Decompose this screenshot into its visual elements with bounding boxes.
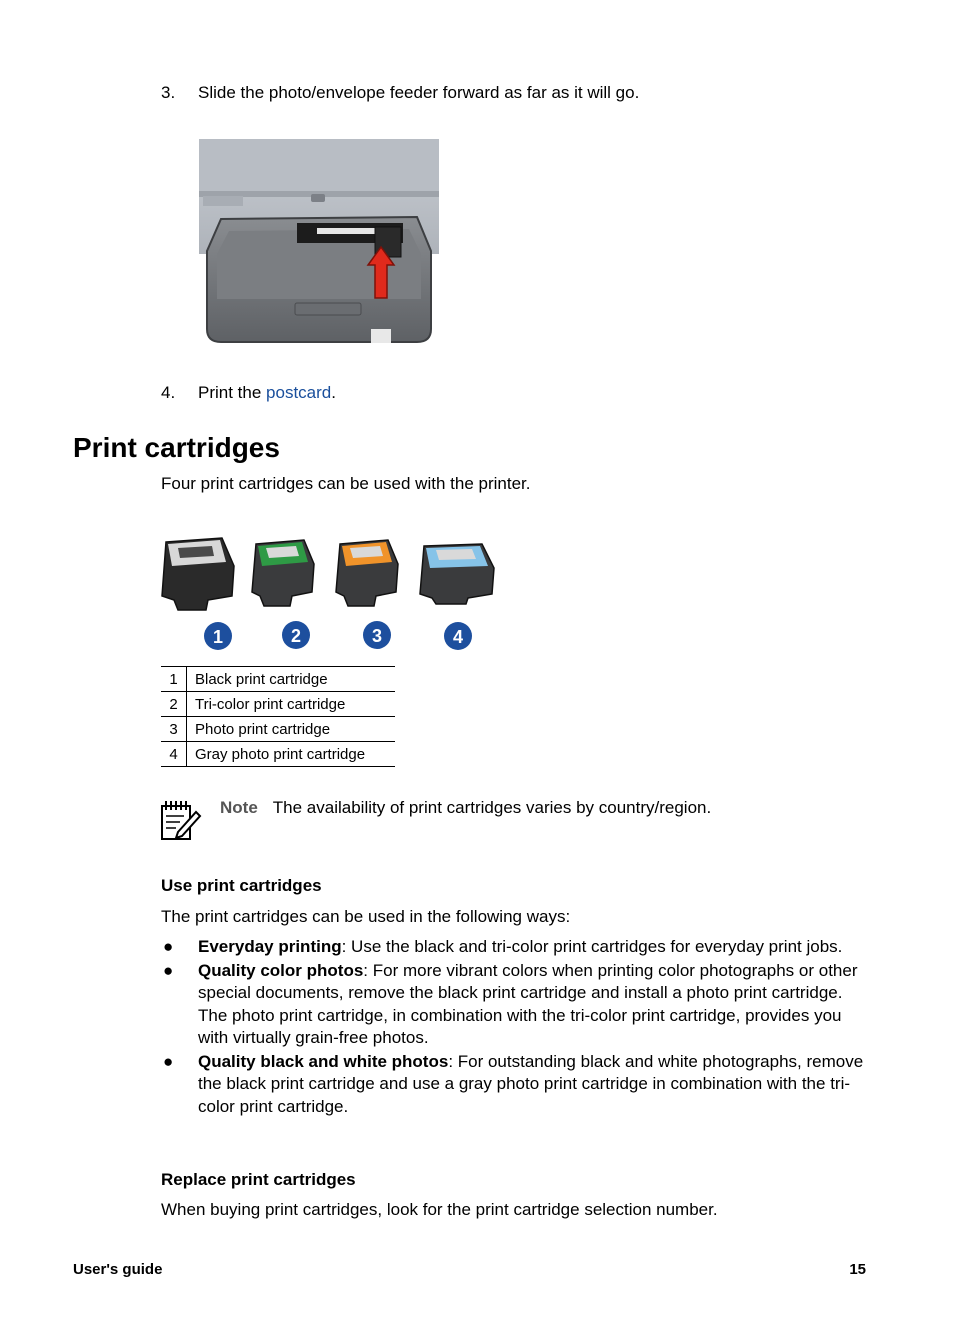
- row-number: 3: [161, 717, 187, 742]
- gray-photo-cartridge-icon: [420, 544, 494, 604]
- bullet: ●: [163, 937, 174, 956]
- use-heading: Use print cartridges: [161, 876, 322, 895]
- row-label: Gray photo print cartridge: [187, 742, 396, 767]
- number-badge-4: [444, 622, 472, 650]
- note-text: The availability of print cartridges varies by country/region.: [272, 798, 712, 817]
- table-row: [161, 717, 395, 742]
- section-title: Print cartridges: [73, 432, 280, 463]
- step-text: Print the postcard.: [198, 383, 336, 402]
- use-intro: The print cartridges can be used in the following ways:: [161, 907, 571, 926]
- table-row: [161, 667, 395, 692]
- use-list: [161, 936, 866, 1119]
- number-badge-3: [363, 621, 391, 649]
- number-badge-2: [282, 621, 310, 649]
- note: [220, 797, 711, 819]
- svg-text:2: 2: [290, 626, 302, 646]
- row-number: 2: [161, 692, 187, 717]
- replace-text: When buying print cartridges, look for the print cartridge selection number.: [161, 1200, 718, 1219]
- postcard-link[interactable]: postcard: [266, 383, 332, 402]
- note-label: Note: [220, 798, 258, 817]
- row-number: 4: [161, 742, 187, 767]
- number-badge-1: [204, 622, 232, 650]
- row-number: 1: [161, 667, 187, 692]
- svg-text:3: 3: [371, 626, 383, 646]
- tri-color-cartridge-icon: [252, 540, 314, 606]
- row-label: Photo print cartridge: [187, 717, 396, 742]
- table-row: [161, 692, 395, 717]
- svg-text:1: 1: [212, 627, 224, 647]
- black-cartridge-icon: [162, 538, 234, 610]
- photo-feeder-illustration: [199, 139, 439, 345]
- list-item: ● Quality black and white photos: For outstanding black and white photographs, remove the black print cartridge and use a gray photo print cartridge in combination with the tri-color print cartridge.: [163, 1051, 864, 1116]
- row-label: Black print cartridge: [187, 667, 396, 692]
- step-number: 4.: [161, 383, 176, 402]
- table-row: [161, 742, 395, 767]
- cartridge-legend-table: [161, 666, 395, 767]
- photo-cartridge-icon: [336, 540, 398, 606]
- note-pad-icon: [160, 798, 202, 842]
- list-item: ● Everyday printing: Use the black and tri-color print cartridges for everyday print jobs.: [161, 936, 866, 959]
- footer-guide-title: User's guide: [73, 1261, 163, 1278]
- replace-heading: Replace print cartridges: [161, 1170, 356, 1189]
- cartridges-illustration: [160, 534, 500, 654]
- page-number: 15: [849, 1261, 866, 1278]
- row-label: Tri-color print cartridge: [187, 692, 396, 717]
- section-intro: Four print cartridges can be used with the printer.: [161, 474, 531, 493]
- bullet: ●: [163, 1051, 174, 1071]
- step-text: Slide the photo/envelope feeder forward as far as it will go.: [198, 83, 640, 102]
- bullet: ●: [163, 960, 174, 980]
- step-number: 3.: [161, 83, 176, 102]
- svg-text:4: 4: [452, 627, 464, 647]
- list-item: ● Quality color photos: For more vibrant colors when printing color photographs or other special documents, remove the black print cartridge and install a photo print cartridge. The photo print cartridge, in combination with the tri-color print cartridge, provides you with virtually grain-free photos.: [163, 960, 858, 1047]
